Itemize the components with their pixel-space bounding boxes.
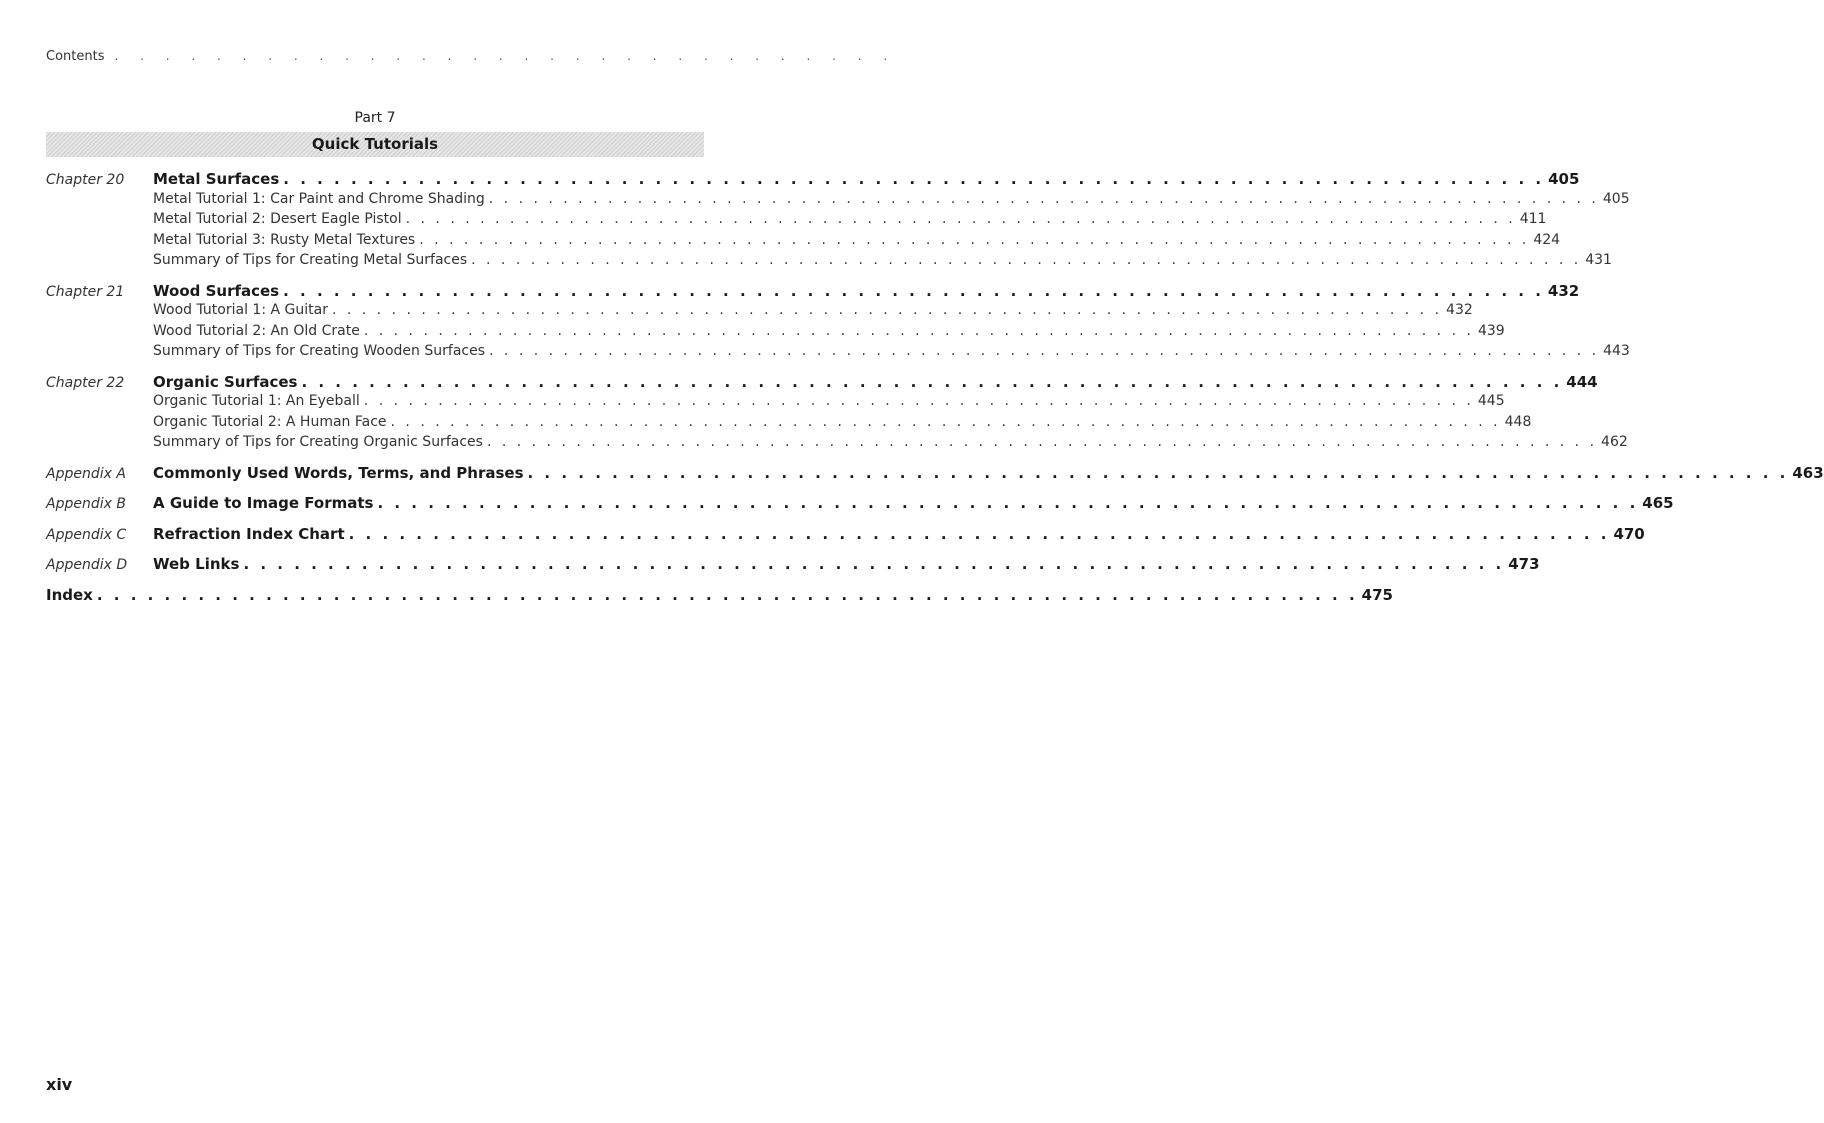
toc-section-row[interactable] [46,322,1505,344]
toc-group-appendix-c [46,524,1645,546]
page-number: 443 [1603,343,1630,359]
index-title: Index [46,585,93,604]
toc-section-row[interactable] [46,190,1630,212]
table-of-contents [46,170,1824,606]
toc-section-row[interactable] [46,252,1612,273]
page-number: 448 [1504,413,1532,430]
page-number: 445 [1477,393,1505,409]
section-title: Metal Tutorial 1: Car Paint and Chrome Shading [153,190,485,207]
page-number: 432 [1547,281,1580,300]
part-number: Part 7 [354,110,396,126]
running-head-title: Contents [46,49,105,64]
section-title: Metal Tutorial 3: Rusty Metal Textures [153,231,416,248]
toc-section-row[interactable] [46,343,1630,364]
section-title: Summary of Tips for Creating Wooden Surfaces [153,343,486,359]
chapter-label: Chapter 22 [46,374,125,391]
dot-leader [345,525,1610,543]
section-title: Organic Tutorial 2: A Human Face [153,413,387,430]
section-title: Summary of Tips for Creating Metal Surfaces [153,252,468,268]
section-title: Wood Tutorial 1: A Guitar [153,302,328,318]
chapter-label: Chapter 20 [46,172,125,188]
dot-leader [279,282,1544,300]
page-number: 405 [1602,190,1630,207]
toc-group-chapter-22 [46,372,1628,455]
toc-group-appendix-b [46,494,1674,515]
dot-leader [483,434,1597,450]
dot-leader [485,343,1599,359]
toc-appendix-row[interactable] [46,524,1645,546]
chapter-title: Wood Surfaces [153,281,280,300]
dot-leader [360,393,1474,409]
dot-leader [360,323,1474,339]
toc-appendix-row[interactable] [46,555,1540,576]
page-number: 411 [1519,211,1547,227]
page-number: 439 [1477,322,1505,339]
dot-leader [387,414,1501,430]
toc-section-row[interactable] [46,231,1561,253]
toc-appendix-row[interactable] [46,463,1824,485]
page-folio: xiv [46,1075,73,1094]
appendix-title: Refraction Index Chart [153,524,345,543]
dot-leader [239,555,1504,573]
toc-section-row[interactable] [46,393,1505,414]
dot-leader [415,232,1529,248]
chapter-label: Chapter 21 [46,283,125,300]
page-number: 475 [1361,585,1393,604]
page-number: 431 [1585,252,1612,268]
section-title: Metal Tutorial 2: Desert Eagle Pistol [153,211,402,227]
chapter-title: Metal Surfaces [153,170,280,188]
appendix-label: Appendix B [46,496,126,512]
page-number: 465 [1642,494,1674,512]
dot-leader [402,211,1516,227]
toc-chapter-row[interactable] [46,372,1598,394]
toc-chapter-row[interactable] [46,170,1580,191]
dot-leader [93,586,1358,604]
page-number: 463 [1792,463,1824,482]
page-number: 444 [1566,372,1598,391]
section-title: Organic Tutorial 1: An Eyeball [153,393,360,409]
toc-group-chapter-20 [46,170,1630,273]
toc-section-row[interactable] [46,413,1532,435]
section-title: Wood Tutorial 2: An Old Crate [153,322,360,339]
part-title-banner: Quick Tutorials [46,132,704,157]
appendix-title: Web Links [153,555,240,573]
dot-leader [524,464,1789,482]
page-number: 462 [1601,434,1628,450]
running-head [46,49,897,69]
dot-leader [485,191,1599,207]
toc-group-appendix-a [46,463,1824,485]
toc-section-row[interactable] [46,302,1473,323]
toc-appendix-row[interactable] [46,494,1674,515]
toc-section-row[interactable] [46,211,1547,232]
toc-section-row[interactable] [46,434,1628,455]
dot-leader [328,302,1442,318]
appendix-label: Appendix A [46,465,126,482]
dot-leader [297,373,1562,391]
appendix-title: Commonly Used Words, Terms, and Phrases [153,463,524,482]
running-head-leader: . . . . . . . . . . . . . . . . . . . . . . . . . . . . . . . [114,49,897,63]
page-number: 432 [1446,302,1473,318]
appendix-label: Appendix C [46,526,127,543]
dot-leader [373,494,1638,512]
dot-leader [467,252,1581,268]
page-number: 470 [1613,524,1645,543]
page-number: 473 [1508,555,1540,573]
toc-group-chapter-21 [46,281,1630,364]
section-title: Summary of Tips for Creating Organic Surfaces [153,434,483,450]
dot-leader [279,170,1544,188]
page-number: 424 [1533,231,1561,248]
page-number: 405 [1548,170,1580,188]
toc-chapter-row[interactable] [46,281,1580,303]
appendix-label: Appendix D [46,557,128,573]
chapter-title: Organic Surfaces [153,372,298,391]
toc-group-appendix-d [46,555,1540,576]
toc-index-row[interactable] [46,585,1393,607]
appendix-title: A Guide to Image Formats [153,494,374,512]
